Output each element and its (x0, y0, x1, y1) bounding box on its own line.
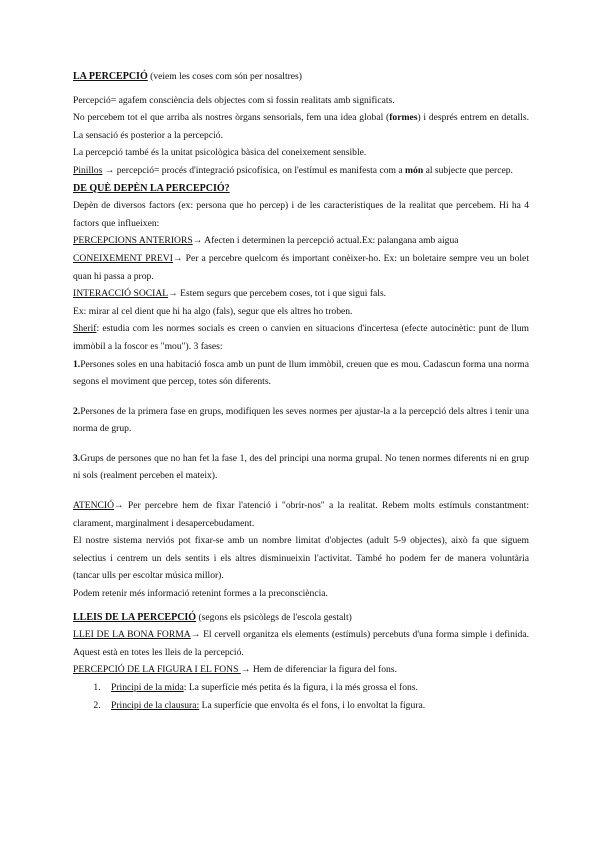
paragraph-sherif (73, 320, 529, 355)
section-heading (73, 609, 529, 627)
title-subtitle: (veiem les coses com són per nosaltres) (147, 71, 302, 82)
text-run: → percepció= procés d'integració psicofísica, on l'estímul es manifesta com a (102, 164, 406, 176)
factor-attention (73, 497, 529, 532)
document-page (73, 68, 529, 714)
phase-2 (73, 403, 529, 438)
text-run: → Estem segurs que percebem coses, tot i que sigui fals. (168, 288, 387, 300)
underlined-term: CONEIXEMENT PREVI (73, 252, 173, 264)
paragraph-nervous-system: El nostre sistema nerviós pot fixar-se amb un nombre limitat d'objectes (adult 5-9 objectes), això fa que siguem selectius i centrem un dels sentits i els altres disminueixin l'activitat. També ho podem fer de manera voluntària (tancar ulls per escoltar música millor). (73, 535, 529, 582)
text-run: Persones soles en una habitació fosca amb un punt de llum immòbil, creuen que es mou. Cadascun forma una norma segons el moviment que percep, totes són diferents. (73, 358, 529, 388)
page-title (73, 68, 529, 86)
underlined-term: LLEI DE LA BONA FORMA (73, 629, 191, 641)
factor-previous-perceptions (73, 232, 529, 250)
paragraph-preconscious: Podem retenir més informació retenint formes a la preconsciència. (73, 588, 328, 600)
bold-term: formes (389, 112, 418, 124)
law-good-form (73, 626, 529, 661)
section-heading-text: LLEIS DE LA PERCEPCIÓ (73, 611, 197, 623)
factor-social-interaction (73, 285, 529, 303)
phase-3 (73, 450, 529, 485)
bold-term: món (405, 164, 424, 176)
text-run: → El cervell organitza els elements (estímuls) percebuts d'una forma simple i definida. Aquest està en totes les lleis de la percepció. (73, 629, 529, 658)
text-run: : estudia com les normes socials es creen o canvien en situacions d'incertesa (efecte autocinètic: punt de llum immòbil a la foscor es "mou"). 3 fases: (73, 323, 529, 352)
text-run: ) i després entrem en detalls. La sensació és posterior a la percepció. (73, 112, 529, 141)
underlined-term: INTERACCIÓ SOCIAL (73, 288, 169, 300)
text-run: Persones de la primera fase en grups, modifiquen les seves normes per ajustar-la a la percepció dels altres i tenir una norma de grup. (73, 405, 529, 435)
underlined-term: Principi de la clausura: (111, 699, 200, 711)
paragraph-example: Ex: mirar al cel dient que hi ha algo (fals), segur que els altres ho troben. (73, 305, 353, 317)
text-run: → Per a percebre quelcom és important conèixer-ho. Ex: un boletaire sempre veu un bolet quan hi passa a prop. (73, 252, 529, 282)
paragraph-definition: Percepció= agafem consciència dels objectes com si fossin realitats amb significats. (73, 94, 395, 106)
section-subtitle: (segons els psicòlegs de l'escola gestalt) (196, 611, 352, 623)
underlined-term: Principi de la mida (111, 682, 184, 693)
text-run: → Afecten i determinen la percepció actual.Ex: palangana amb aigua (192, 235, 459, 247)
phase-1 (73, 356, 529, 391)
phase-number: 1. (73, 358, 81, 370)
text-run: La superfície que envolta és el fons, i lo envoltat la figura. (199, 699, 426, 711)
paragraph-factors: Depèn de diversos factors (ex: persona que ho percep) i de les característiques de la realitat que percebem. Hi ha 4 factors que influeixen: (73, 200, 529, 229)
paragraph-pinillos (73, 162, 529, 180)
paragraph-unit: La percepció també és la unitat psicològica bàsica del coneixement sensible. (73, 147, 367, 159)
text-run: No percebem tot el que arriba als nostres òrgans sensorials, fem una idea global ( (73, 112, 390, 124)
title-heading: LA PERCEPCIÓ (73, 71, 148, 82)
text-run: → Per percebre hem de fixar l'atenció i "obrir-nos" a la realitat. Rebem molts estímuls constantment: clarament, marginalment i desapercebudament. (73, 500, 529, 529)
underlined-term: PERCEPCIONS ANTERIORS (73, 235, 193, 247)
paragraph-global-idea (73, 109, 529, 144)
text-run: : La superfície més petita és la figura, i la més grossa el fons. (183, 682, 418, 693)
law-figure-ground (73, 661, 529, 679)
section-heading (73, 180, 529, 198)
phase-number: 2. (73, 405, 81, 417)
underlined-term: Pinillos (73, 164, 103, 176)
underlined-term: PERCEPCIÓ DE LA FIGURA I EL FONS (73, 664, 241, 676)
underlined-term: Sherif (73, 323, 97, 335)
list-item (103, 679, 529, 697)
section-heading-text: DE QUÈ DEPÈN LA PERCEPCIÓ? (73, 182, 230, 194)
principles-list (73, 679, 529, 714)
text-run: Grups de persones que no han fet la fase 1, des del principi una norma grupal. No tenen normes diferents ni en grup ni sols (realment perceben el mateix). (73, 452, 529, 482)
text-run: → Hem de diferenciar la figura del fons. (240, 664, 397, 676)
list-item (103, 697, 529, 715)
underlined-term: ATENCIÓ (73, 500, 115, 512)
factor-previous-knowledge (73, 250, 529, 285)
text-run: al subjecte que percep. (423, 164, 513, 176)
phase-number: 3. (73, 452, 81, 464)
